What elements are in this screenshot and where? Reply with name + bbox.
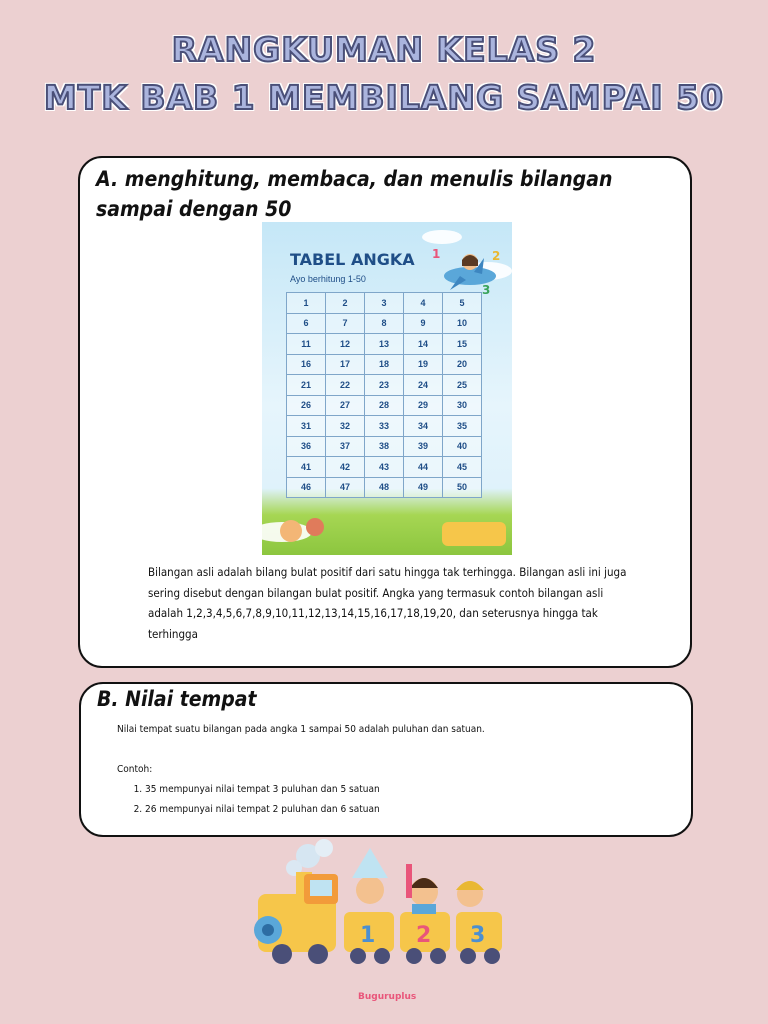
number-cell: 7 — [326, 313, 365, 334]
number-cell: 17 — [326, 354, 365, 375]
number-cell: 34 — [404, 416, 443, 437]
number-cell: 50 — [443, 477, 482, 498]
example-label: Contoh: — [117, 764, 153, 775]
number-cell: 19 — [404, 354, 443, 375]
number-cell: 31 — [287, 416, 326, 437]
number-grid-row — [287, 334, 482, 355]
number-grid-row — [287, 457, 482, 478]
number-cell: 39 — [404, 436, 443, 457]
number-cell: 6 — [287, 313, 326, 334]
number-cell: 43 — [365, 457, 404, 478]
number-cell: 49 — [404, 477, 443, 498]
list-item: 2. 26 mempunyai nilai tempat 2 puluhan dan 6 satuan — [145, 800, 380, 820]
number-cell: 26 — [287, 395, 326, 416]
svg-text:3: 3 — [482, 283, 491, 296]
number-grid-row — [287, 395, 482, 416]
natural-numbers-paragraph: Bilangan asli adalah bilang bulat positif dari satu hingga tak terhingga. Bilangan asli ini juga sering disebut dengan bilangan bulat positif. Angka yang termasuk contoh bilangan asli adalah 1,2,3,4,5,6,7,8,9,10,11,12,13,14,15,16,17,18,19,20, dan seterusnya hingga tak terhingga — [148, 565, 627, 641]
airplane-illustration — [430, 246, 510, 296]
number-cell: 30 — [443, 395, 482, 416]
number-cell: 10 — [443, 313, 482, 334]
number-cell: 40 — [443, 436, 482, 457]
number-grid-row — [287, 477, 482, 498]
poster-subtitle: Ayo berhitung 1-50 — [290, 274, 366, 284]
number-grid-row — [287, 375, 482, 396]
number-grid-row — [287, 354, 482, 375]
number-grid-row — [287, 293, 482, 314]
number-grid — [286, 292, 482, 498]
svg-text:1: 1 — [432, 247, 441, 261]
section-a-heading: A. menghitung, membaca, dan menulis bilangan sampai dengan 50 — [96, 167, 613, 221]
number-table-poster — [262, 222, 512, 555]
train-illustration — [248, 838, 508, 968]
number-cell: 8 — [365, 313, 404, 334]
number-cell: 25 — [443, 375, 482, 396]
number-cell: 20 — [443, 354, 482, 375]
poster-title: TABEL ANGKA — [290, 250, 415, 269]
section-a-card — [78, 156, 692, 668]
number-cell: 37 — [326, 436, 365, 457]
number-cell: 32 — [326, 416, 365, 437]
number-cell: 18 — [365, 354, 404, 375]
wagon-number-3: 3 — [470, 923, 486, 948]
number-cell: 3 — [365, 293, 404, 314]
number-cell: 14 — [404, 334, 443, 355]
number-grid-row — [287, 313, 482, 334]
number-cell: 21 — [287, 375, 326, 396]
number-cell: 48 — [365, 477, 404, 498]
number-grid-row — [287, 416, 482, 437]
section-b-heading: B. Nilai tempat — [97, 687, 257, 711]
page-title-line2: MTK BAB 1 MEMBILANG SAMPAI 50 — [43, 78, 725, 117]
number-cell: 15 — [443, 334, 482, 355]
brand-logo — [358, 992, 416, 1002]
number-cell: 23 — [365, 375, 404, 396]
page-title-line1: RANGKUMAN KELAS 2 — [171, 30, 597, 69]
wagon-number-2: 2 — [416, 923, 432, 948]
number-cell: 24 — [404, 375, 443, 396]
number-cell: 29 — [404, 395, 443, 416]
number-cell: 9 — [404, 313, 443, 334]
mini-train-illustration — [442, 522, 506, 546]
example-list — [117, 780, 380, 820]
child-illustration — [280, 520, 302, 542]
number-cell: 13 — [365, 334, 404, 355]
number-cell: 22 — [326, 375, 365, 396]
number-cell: 12 — [326, 334, 365, 355]
section-b-card — [79, 682, 693, 837]
number-cell: 47 — [326, 477, 365, 498]
number-cell: 2 — [326, 293, 365, 314]
wagon-number-1: 1 — [360, 923, 376, 948]
number-cell: 4 — [404, 293, 443, 314]
number-cell: 28 — [365, 395, 404, 416]
child-illustration — [306, 518, 324, 536]
number-cell: 42 — [326, 457, 365, 478]
number-cell: 41 — [287, 457, 326, 478]
number-cell: 1 — [287, 293, 326, 314]
number-cell: 5 — [443, 293, 482, 314]
number-grid-row — [287, 436, 482, 457]
number-cell: 11 — [287, 334, 326, 355]
number-cell: 27 — [326, 395, 365, 416]
number-cell: 45 — [443, 457, 482, 478]
number-cell: 35 — [443, 416, 482, 437]
number-cell: 38 — [365, 436, 404, 457]
list-item: 1. 35 mempunyai nilai tempat 3 puluhan dan 5 satuan — [145, 780, 380, 800]
number-cell: 46 — [287, 477, 326, 498]
brand-logo-text: Buguruplus — [358, 992, 417, 1002]
number-cell: 36 — [287, 436, 326, 457]
number-cell: 44 — [404, 457, 443, 478]
place-value-intro: Nilai tempat suatu bilangan pada angka 1 sampai 50 adalah puluhan dan satuan. — [117, 724, 485, 735]
number-cell: 16 — [287, 354, 326, 375]
cloud-decoration — [422, 230, 462, 244]
number-cell: 33 — [365, 416, 404, 437]
svg-text:2: 2 — [492, 249, 501, 263]
